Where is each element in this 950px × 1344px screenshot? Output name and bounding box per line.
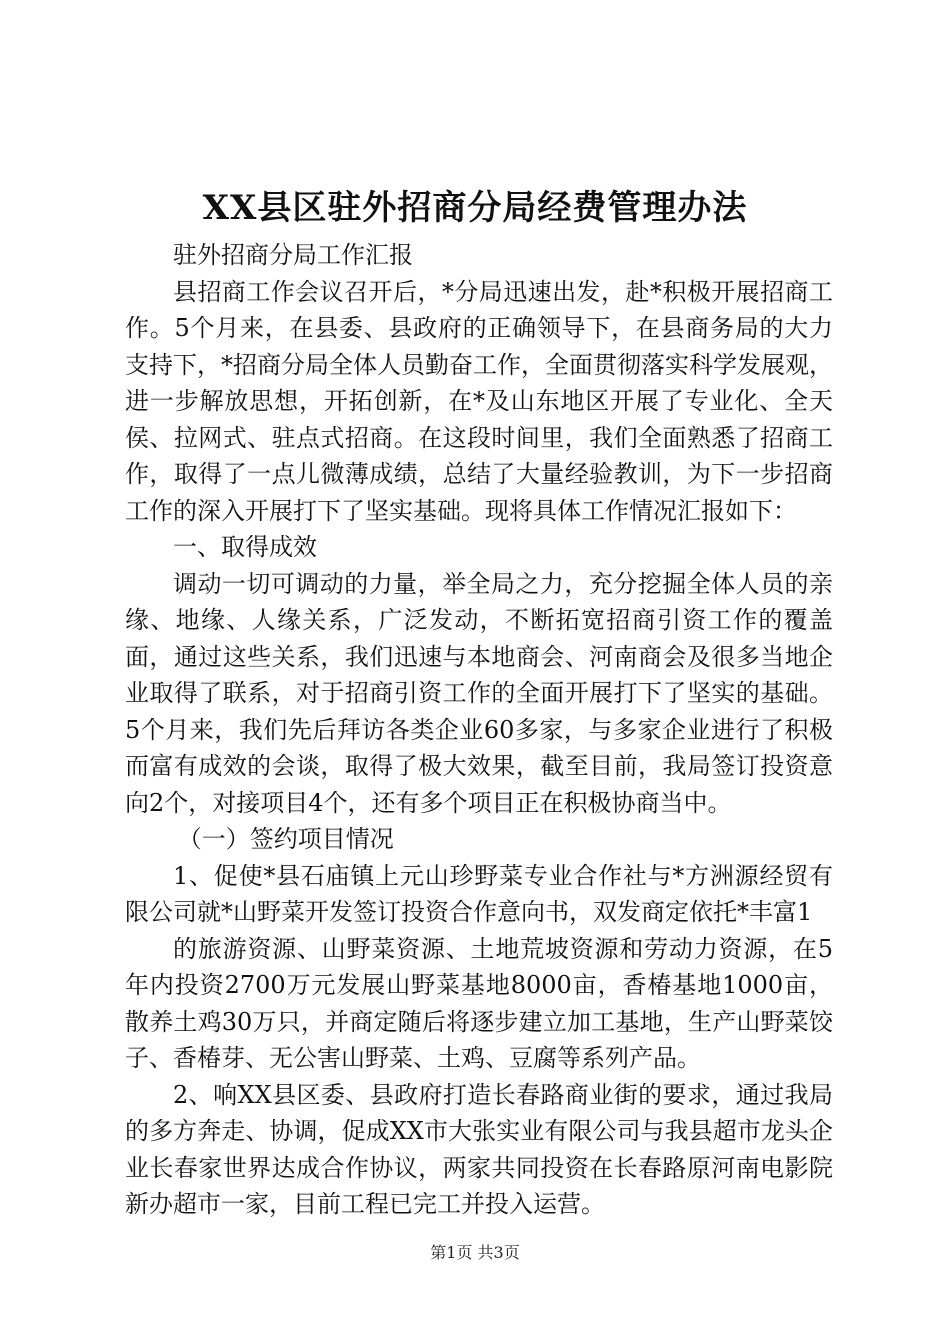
paragraph-project-1: 1、促使*县石庙镇上元山珍野菜专业合作社与*方洲源经贸有限公司就*山野菜开发签订投资合作意向书，双发商定依托*丰富1 xyxy=(125,861,833,926)
paragraph-subtitle: 驻外招商分局工作汇报 xyxy=(173,241,413,269)
section-heading-results: 一、取得成效 xyxy=(173,533,317,561)
page-footer: 第1页 共3页 xyxy=(430,1243,520,1262)
document-body xyxy=(125,237,833,1223)
paragraph-project-2: 2、响XX县区委、县政府打造长春路商业街的要求，通过我局的多方奔走、协调，促成XX市大张实业有限公司与我县超市龙头企业长春家世界达成合作协议，两家共同投资在长春路原河南电影院新办超市一家，目前工程已完工并投入运营。 xyxy=(125,1080,833,1218)
subsection-heading-signed-projects: （一）签约项目情况 xyxy=(177,825,394,853)
paragraph-intro: 县招商工作会议召开后，*分局迅速出发，赴*积极开展招商工作。5个月来，在县委、县政府的正确领导下，在县商务局的大力支持下，*招商分局全体人员勤奋工作，全面贯彻落实科学发展观，进一步解放思想，开拓创新，在*及山东地区开展了专业化、全天侯、拉网式、驻点式招商。在这段时间里，我们全面熟悉了招商工作，取得了一点儿微薄成绩，总结了大量经验教训，为下一步招商工作的深入开展打下了坚实基础。现将具体工作情况汇报如下： xyxy=(125,277,833,525)
paragraph-project-1-continued: 的旅游资源、山野菜资源、土地荒坡资源和劳动力资源，在5年内投资2700万元发展山野菜基地8000亩，香椿基地1000亩，散养土鸡30万只，并商定随后将逐步建立加工基地，生产山野菜饺子、香椿芽、无公害山野菜、土鸡、豆腐等系列产品。 xyxy=(125,934,833,1072)
paragraph-results: 调动一切可调动的力量，举全局之力，充分挖掘全体人员的亲缘、地缘、人缘关系，广泛发动，不断拓宽招商引资工作的覆盖面，通过这些关系，我们迅速与本地商会、河南商会及很多当地企业取得了联系，对于招商引资工作的全面开展打下了坚实的基础。5个月来，我们先后拜访各类企业60多家，与多家企业进行了积极而富有成效的会谈，取得了极大效果，截至目前，我局签订投资意向2个，对接项目4个，还有多个项目正在积极协商当中。 xyxy=(125,569,833,817)
document-title: XX县区驻外招商分局经费管理办法 xyxy=(202,188,748,228)
